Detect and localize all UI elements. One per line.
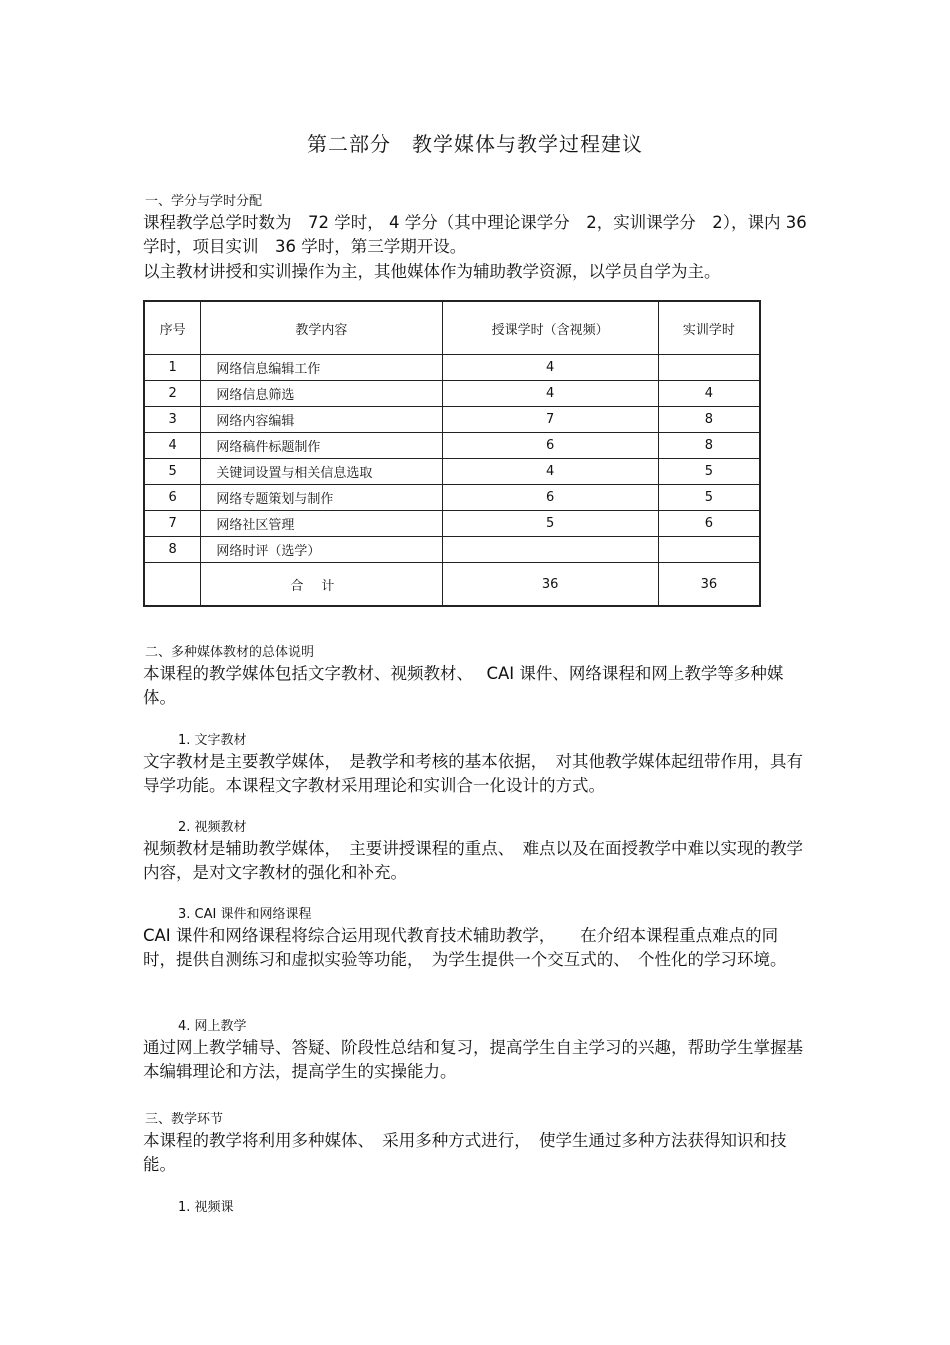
table-row (144, 459, 760, 485)
cell-content: 网络时评（选学） (201, 537, 442, 563)
total-lecture: 36 (442, 563, 658, 607)
table-row (144, 407, 760, 433)
cell-lecture: 6 (442, 433, 658, 459)
table-row (144, 511, 760, 537)
cell-lecture: 4 (442, 381, 658, 407)
table-row (144, 485, 760, 511)
section2-intro: 本课程的教学媒体包括文字教材、视频教材、 CAI 课件、网络课程和网上教学等多种媒体。 (143, 664, 784, 707)
item2-text: 视频教材是辅助教学媒体， 主要讲授课程的重点、 难点以及在面授教学中难以实现的教学内容，是对文字教材的强化和补充。 (143, 839, 803, 882)
cell-no: 4 (144, 433, 201, 459)
cell-content: 网络信息筛选 (201, 381, 442, 407)
cell-lecture: 4 (442, 459, 658, 485)
cell-no: 5 (144, 459, 201, 485)
cell-no (144, 563, 201, 607)
hours-table (143, 300, 761, 607)
cell-no: 7 (144, 511, 201, 537)
section3-item1-label: 1. 视频课 (178, 1200, 234, 1215)
table-row (144, 355, 760, 381)
item3-label: 3. CAI 课件和网络课程 (178, 907, 312, 922)
cell-lecture: 6 (442, 485, 658, 511)
section1-para2: 以主教材讲授和实训操作为主，其他媒体作为辅助教学资源，以学员自学为主。 (143, 262, 721, 281)
cell-practice (658, 537, 760, 563)
cell-practice: 5 (658, 459, 760, 485)
cell-lecture: 4 (442, 355, 658, 381)
cell-practice (658, 355, 760, 381)
table-header-row (144, 301, 760, 355)
cell-no: 1 (144, 355, 201, 381)
cell-lecture (442, 537, 658, 563)
header-content: 教学内容 (201, 301, 442, 355)
table-total-row (144, 563, 760, 607)
section3-intro: 本课程的教学将利用多种媒体、 采用多种方式进行， 使学生通过多种方法获得知识和技能。 (143, 1131, 787, 1174)
table-row (144, 537, 760, 563)
section1-para1: 课程教学总学时数为 72 学时， 4 学分（其中理论课学分 2，实训课学分 2），课内 36 学时，项目实训 36 学时，第三学期开设。 (143, 213, 807, 256)
cell-practice: 5 (658, 485, 760, 511)
section3-heading: 三、教学环节 (145, 1112, 224, 1127)
item2-label: 2. 视频教材 (178, 820, 247, 835)
cell-content: 网络专题策划与制作 (201, 485, 442, 511)
cell-no: 6 (144, 485, 201, 511)
page-title: 第二部分 教学媒体与教学过程建议 (307, 132, 643, 156)
cell-content: 网络稿件标题制作 (201, 433, 442, 459)
section2-heading: 二、多种媒体教材的总体说明 (145, 645, 315, 660)
cell-content: 网络信息编辑工作 (201, 355, 442, 381)
cell-lecture: 5 (442, 511, 658, 537)
cell-content: 网络内容编辑 (201, 407, 442, 433)
total-practice: 36 (658, 563, 760, 607)
cell-practice: 8 (658, 433, 760, 459)
section1-heading: 一、学分与学时分配 (145, 194, 263, 209)
item4-label: 4. 网上教学 (178, 1019, 247, 1034)
cell-practice: 4 (658, 381, 760, 407)
table-row (144, 433, 760, 459)
cell-content: 网络社区管理 (201, 511, 442, 537)
cell-no: 2 (144, 381, 201, 407)
table-row (144, 381, 760, 407)
header-lecture-hours: 授课学时（含视频） (442, 301, 658, 355)
cell-no: 8 (144, 537, 201, 563)
header-practice-hours: 实训学时 (658, 301, 760, 355)
cell-no: 3 (144, 407, 201, 433)
header-no: 序号 (144, 301, 201, 355)
cell-practice: 6 (658, 511, 760, 537)
item1-text: 文字教材是主要教学媒体， 是教学和考核的基本依据， 对其他教学媒体起纽带作用，具有导学功能。本课程文字教材采用理论和实训合一化设计的方式。 (143, 752, 803, 795)
cell-practice: 8 (658, 407, 760, 433)
cell-content: 关键词设置与相关信息选取 (201, 459, 442, 485)
item1-label: 1. 文字教材 (178, 733, 247, 748)
total-label: 合计 (201, 563, 442, 607)
cell-lecture: 7 (442, 407, 658, 433)
item3-text: CAI 课件和网络课程将综合运用现代教育技术辅助教学， 在介绍本课程重点难点的同时，提供自测练习和虚拟实验等功能， 为学生提供一个交互式的、 个性化的学习环境。 (143, 926, 787, 969)
item4-text: 通过网上教学辅导、答疑、阶段性总结和复习，提高学生自主学习的兴趣，帮助学生掌握基本编辑理论和方法，提高学生的实操能力。 (143, 1038, 803, 1081)
